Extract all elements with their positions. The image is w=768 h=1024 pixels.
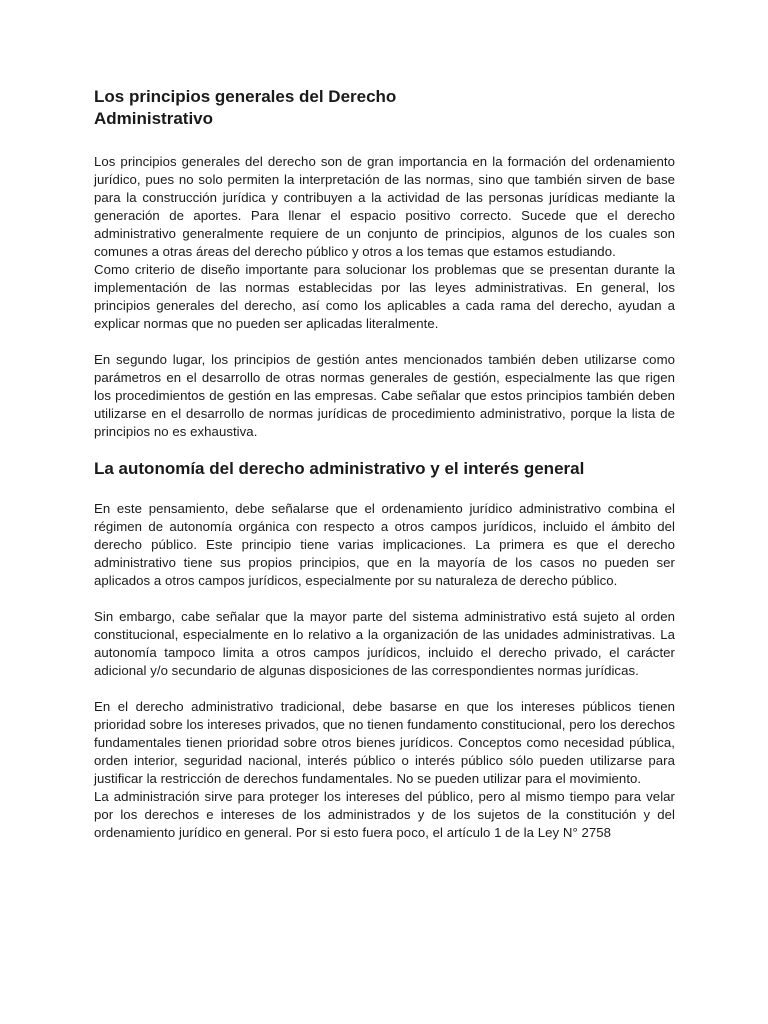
paragraph-s2-p4: La administración sirve para proteger los intereses del público, pero al mismo tiempo para velar por los derechos e intereses de los administrados y de los sujetos de la constitución y del ordenamiento jurídico en general. Por si esto fuera poco, el artículo 1 de la Ley N° 2758 [94,789,675,840]
paragraph-s2-p1: En este pensamiento, debe señalarse que el ordenamiento jurídico administrativo combina el régimen de autonomía orgánica con respecto a otros campos jurídicos, incluido el ámbito del derecho público. Este principio tiene varias implicaciones. La primera es que el derecho administrativo tiene sus propios principios, que en la mayoría de los casos no pueden ser aplicados a otros campos jurídicos, especialmente por su naturaleza de derecho público. [94,501,675,588]
section-heading: La autonomía del derecho administrativo y el interés general [94,459,585,478]
paragraph-s2-p3: En el derecho administrativo tradicional, debe basarse en que los intereses públicos tienen prioridad sobre los intereses privados, que no tienen fundamento constitucional, pero los derechos fundamentales tienen prioridad sobre otros bienes jurídicos. Conceptos como necesidad pública, orden interior, seguridad nacional, interés público o interés público sólo pueden utilizarse para justificar la restricción de derechos fundamentales. No se pueden utilizar para el movimiento. [94,699,675,786]
document-page [94,86,675,842]
title-line-2: Administrativo [94,109,214,128]
paragraph-s1-p2: Como criterio de diseño importante para solucionar los problemas que se presentan durante la implementación de las normas establecidas por las leyes administrativas. En general, los principios generales del derecho, así como los aplicables a cada rama del derecho, ayudan a explicar normas que no pueden ser aplicadas literalmente. [94,262,675,331]
paragraph-s1-p1: Los principios generales del derecho son de gran importancia en la formación del ordenamiento jurídico, pues no solo permiten la interpretación de las normas, sino que también sirven de base para la construcción jurídica y contribuyen a la actividad de las personas jurídicas mediante la generación de aportes. Para llenar el espacio positivo correcto. Sucede que el derecho administrativo generalmente requiere de un conjunto de principios, algunos de los cuales son comunes a otras áreas del derecho público y otros a los temas que estamos estudiando. [94,154,675,259]
title-line-1: Los principios generales del Derecho [94,87,397,106]
paragraph-s1-p3: En segundo lugar, los principios de gestión antes mencionados también deben utilizarse como parámetros en el desarrollo de otras normas generales de gestión, especialmente las que rigen los procedimientos de gestión en las empresas. Cabe señalar que estos principios también deben utilizarse en el desarrollo de normas jurídicas de procedimiento administrativo, porque la lista de principios no es exhaustiva. [94,352,675,439]
document-title [94,86,675,130]
paragraph-s2-p2: Sin embargo, cabe señalar que la mayor parte del sistema administrativo está sujeto al orden constitucional, especialmente en lo relativo a la organización de las unidades administrativas. La autonomía tampoco limita a otros campos jurídicos, incluido el derecho privado, el carácter adicional y/o secundario de algunas disposiciones de las correspondientes normas jurídicas. [94,609,675,678]
